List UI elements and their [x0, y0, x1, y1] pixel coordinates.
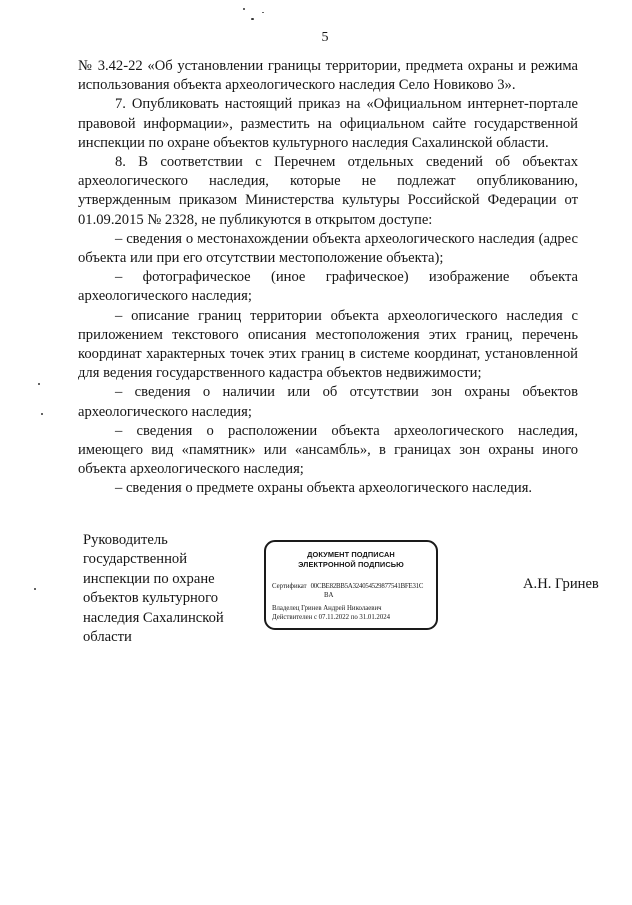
stamp-validity: Действителен с 07.11.2022 по 31.01.2024	[272, 614, 391, 621]
position-line: объектов культурного	[83, 590, 219, 607]
stamp-owner: Владелец Гринев Андрей Николаевич	[272, 605, 382, 612]
list-item-boundaries: – описание границ территории объекта археологического наследия с приложением текстового описания местоположения этих границ, перечень координат характерных точек этих границ в системе координат, установленной для ведения государственного кадастра объектов недвижимости;	[78, 307, 578, 382]
stamp-title-line1: ДОКУМЕНТ ПОДПИСАН	[307, 550, 395, 559]
position-line: области	[83, 629, 132, 646]
scan-speck	[41, 413, 43, 415]
page-number: 5	[321, 30, 329, 45]
list-item-protection-zones: – сведения о наличии или об отсутствии зон охраны объектов археологического наследия;	[78, 384, 578, 420]
list-item-protection-subject: – сведения о предмете охраны объекта археологического наследия.	[115, 480, 533, 497]
stamp-cert-value: 00CBE82BB5A324054529877541BFE31C	[310, 583, 424, 590]
paragraph-item-8: 8. В соответствии с Перечнем отдельных сведений об объектах археологического наследия, которые не подлежат опубликованию, утвержденным приказом Министерства культуры Российской Федерации от 01.09.2015 № 2328, не публикуются в открытом доступе:	[78, 154, 578, 228]
list-item-location: – сведения о местонахождении объекта археологического наследия (адрес объекта или при его отсутствии местоположение объекта);	[78, 230, 578, 267]
stamp-cert-label: Сертификат	[272, 583, 307, 590]
position-line: наследия Сахалинской	[83, 609, 224, 626]
paragraph-continuation: № 3.42-22 «Об установлении границы территории, предмета охраны и режима использования объекта археологического наследия Село Новиково 3».	[78, 58, 578, 94]
list-item-placement: – сведения о расположении объекта археологического наследия, имеющего вид «памятник» или «ансамбль», в границах зон охраны иного объекта археологического наследия;	[78, 422, 578, 478]
position-line: государственной	[83, 551, 188, 568]
scan-speck	[251, 18, 254, 20]
list-item-photo: – фотографическое (иное графическое) изображение объекта археологического наследия;	[78, 269, 578, 305]
signatory-position	[83, 531, 263, 647]
position-line: Руководитель	[83, 532, 168, 548]
document-body	[78, 57, 578, 499]
stamp-cert-value-continuation: BA	[324, 592, 334, 599]
scan-speck	[243, 8, 245, 10]
signer-name: А.Н. Гринев	[523, 576, 599, 592]
scan-speck	[38, 383, 40, 385]
stamp-title-line2: ЭЛЕКТРОННОЙ ПОДПИСЬЮ	[298, 559, 404, 569]
stamp-certificate	[272, 582, 430, 591]
paragraph-item-7: 7. Опубликовать настоящий приказ на «Официальном интернет-портале правовой информации», разместить на официальном сайте государственной инспекции по охране объектов культурного наследия Сахалинской области.	[78, 96, 578, 151]
scan-speck	[34, 588, 36, 590]
electronic-signature-stamp	[264, 540, 438, 630]
position-line: инспекции по охране	[83, 570, 215, 587]
scan-speck	[262, 12, 264, 13]
